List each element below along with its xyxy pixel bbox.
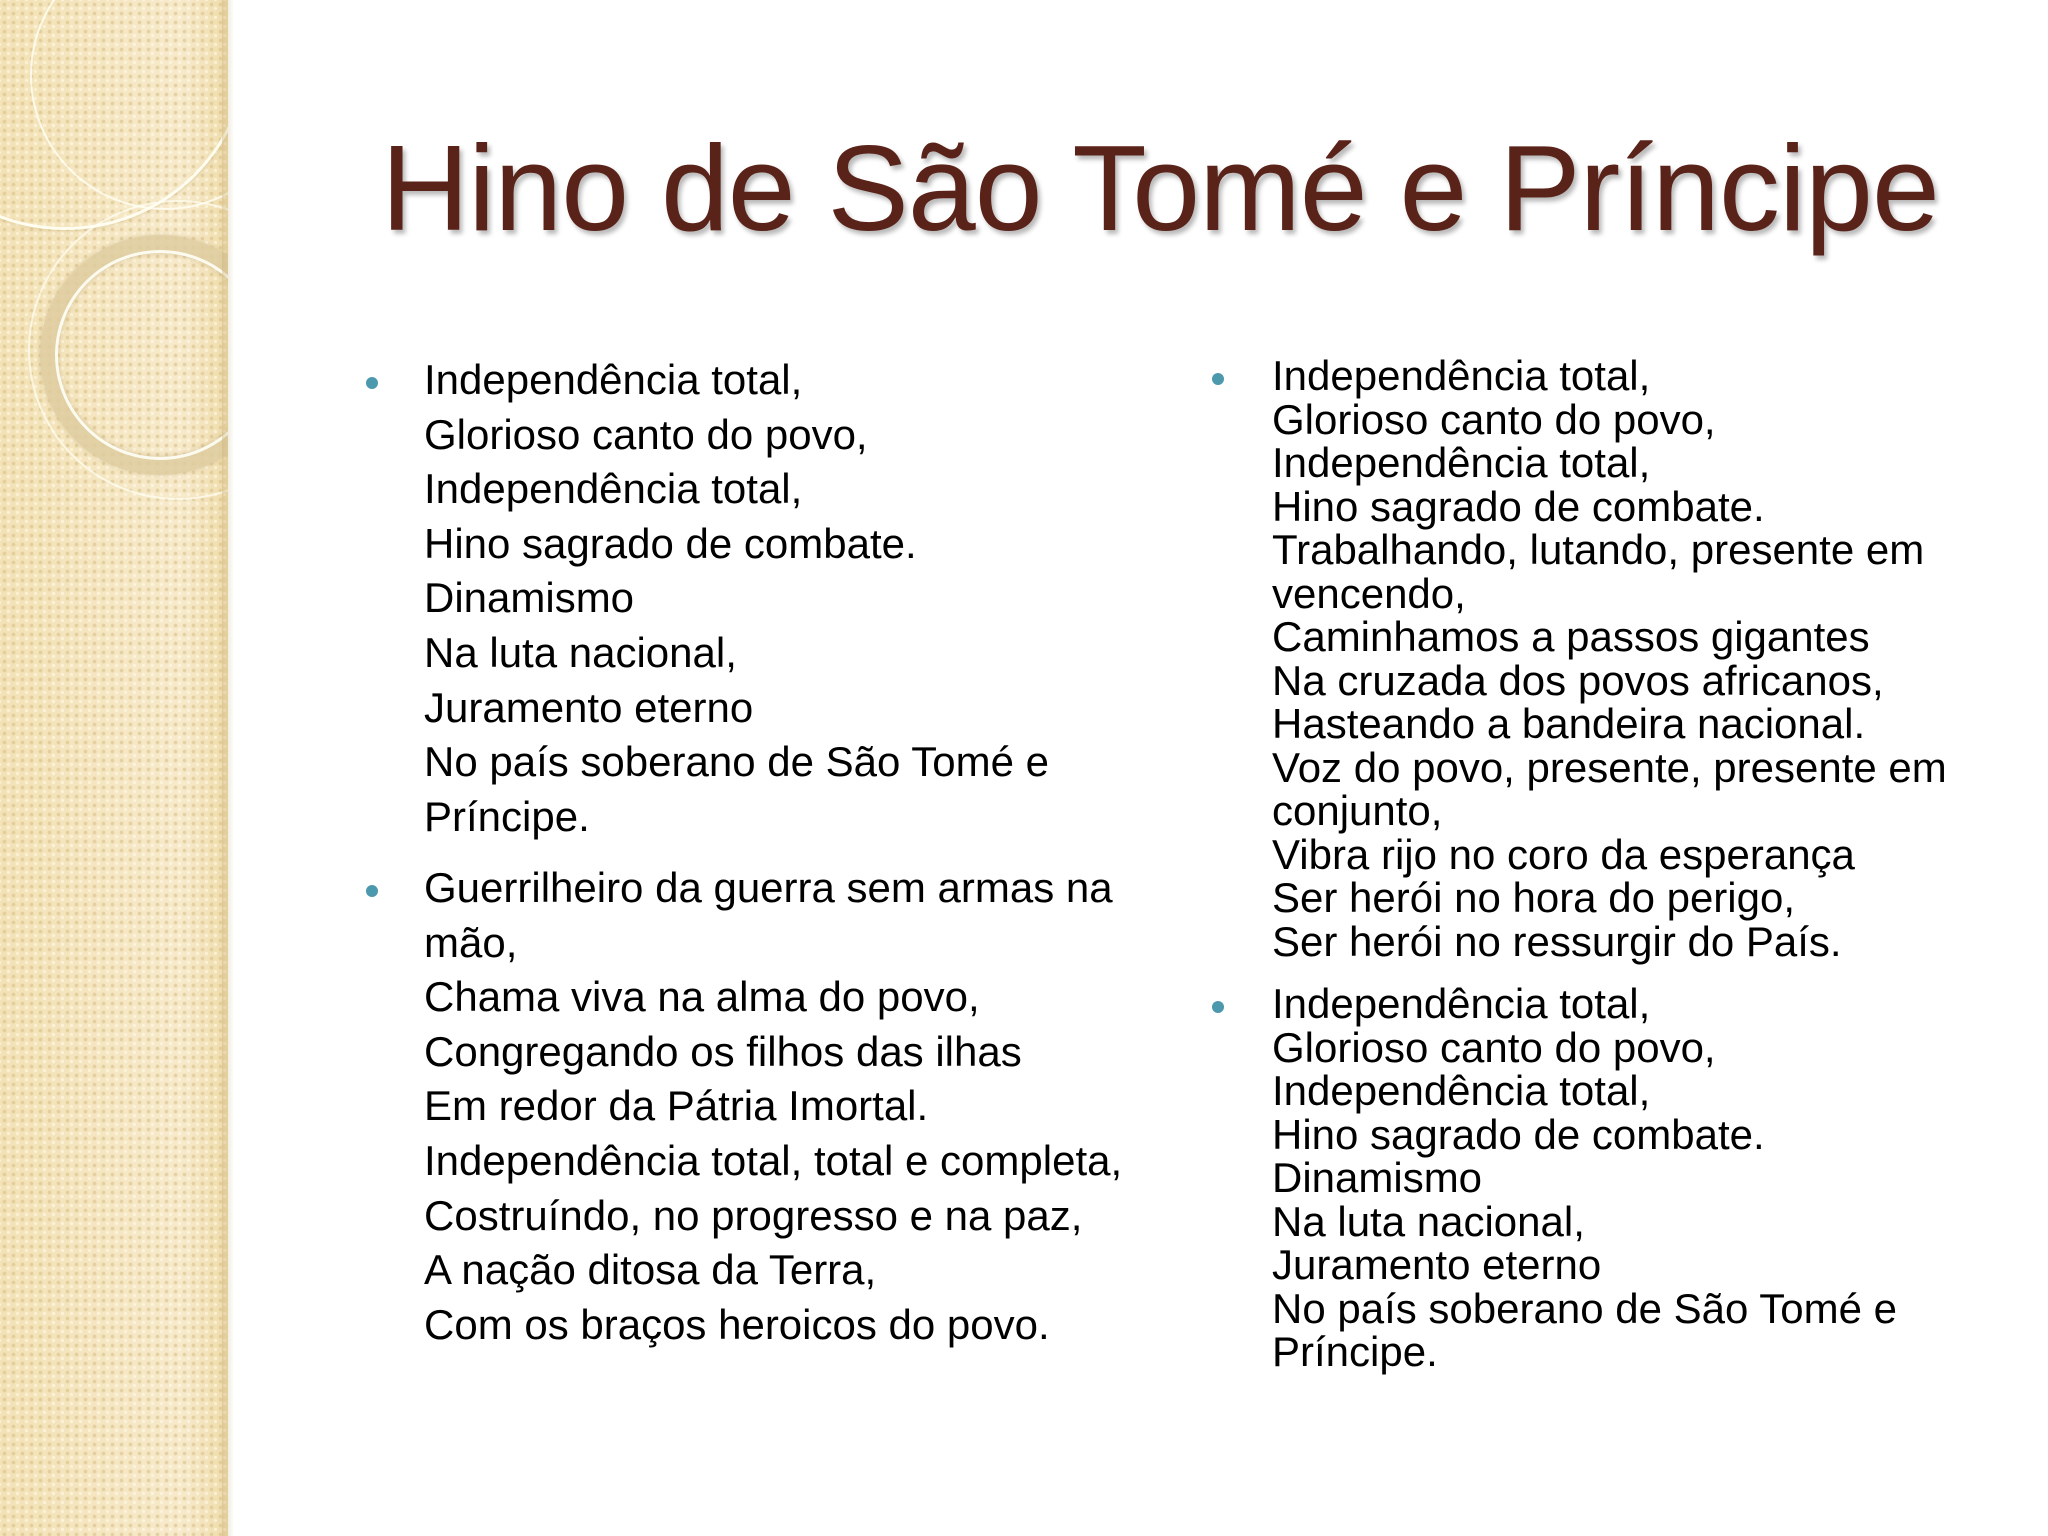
verse-line: Independência total, — [1272, 980, 1651, 1027]
verse-line: Na luta nacional, — [424, 628, 737, 676]
bullet-icon — [366, 377, 378, 389]
side-panel-edge — [222, 0, 234, 1536]
verse-left-1 — [424, 353, 1049, 844]
verse-line: Na cruzada dos povos africanos, — [1272, 656, 1884, 704]
slide-title: Hino de São Tomé e Príncipe — [381, 120, 1939, 256]
verse-line: Príncipe. — [424, 792, 590, 840]
verse-line: Juramento eterno — [1272, 1241, 1602, 1288]
verse-line: Trabalhando, lutando, presente em — [1272, 526, 1925, 573]
verse-line: Hino sagrado de combate. — [1272, 1110, 1765, 1158]
verse-line: Ser herói no ressurgir do País. — [1272, 917, 1842, 965]
verse-line: Independência total, — [1272, 352, 1651, 399]
verse-line: Independência total, — [1272, 1067, 1651, 1114]
verse-line: Com os braços heroicos do povo. — [424, 1300, 1050, 1348]
verse-line: Juramento eterno — [424, 683, 754, 731]
verse-line: Independência total, — [424, 356, 803, 403]
verse-line: A nação ditosa da Terra, — [424, 1246, 877, 1294]
verse-right-1 — [1272, 354, 1947, 963]
verse-line: Glorioso canto do povo, — [1272, 1023, 1716, 1071]
verse-line: Caminhamos a passos gigantes — [1272, 613, 1870, 660]
bullet-icon — [1212, 373, 1224, 385]
verse-line: Dinamismo — [424, 574, 635, 622]
verse-line: Independência total, — [1272, 439, 1651, 486]
verse-left-2 — [424, 861, 1122, 1352]
verse-line: Ser herói no hora do perigo, — [1272, 874, 1796, 921]
verse-line: vencendo, — [1272, 569, 1466, 617]
verse-line: Glorioso canto do povo, — [1272, 395, 1716, 443]
verse-line: Voz do povo, presente, presente em — [1272, 743, 1947, 791]
verse-line: Independência total, total e completa, — [424, 1136, 1123, 1184]
verse-line: Na luta nacional, — [1272, 1197, 1585, 1245]
verse-line: Guerrilheiro da guerra sem armas na — [424, 864, 1113, 911]
verse-line: No país soberano de São Tomé e — [424, 738, 1049, 786]
verse-line: Independência total, — [424, 465, 803, 513]
verse-line: Congregando os filhos das ilhas — [424, 1027, 1022, 1075]
verse-line: Em redor da Pátria Imortal. — [424, 1082, 929, 1130]
verse-line: Vibra rijo no coro da esperança — [1272, 830, 1855, 878]
verse-line: Príncipe. — [1272, 1328, 1438, 1375]
verse-line: Costruíndo, no progresso e na paz, — [424, 1191, 1083, 1239]
decorative-side-panel — [0, 0, 228, 1536]
verse-line: Chama viva na alma do povo, — [424, 973, 980, 1021]
verse-line: conjunto, — [1272, 787, 1443, 834]
verse-line: Hino sagrado de combate. — [424, 519, 917, 567]
verse-line: Glorioso canto do povo, — [424, 410, 868, 458]
verse-line: Dinamismo — [1272, 1154, 1483, 1201]
bullet-icon — [1212, 1001, 1224, 1013]
bullet-icon — [366, 885, 378, 897]
verse-right-2 — [1272, 982, 1897, 1374]
verse-line: Hino sagrado de combate. — [1272, 482, 1765, 530]
verse-line: mão, — [424, 918, 518, 966]
verse-line: Hasteando a bandeira nacional. — [1272, 700, 1866, 747]
verse-line: No país soberano de São Tomé e — [1272, 1284, 1897, 1332]
